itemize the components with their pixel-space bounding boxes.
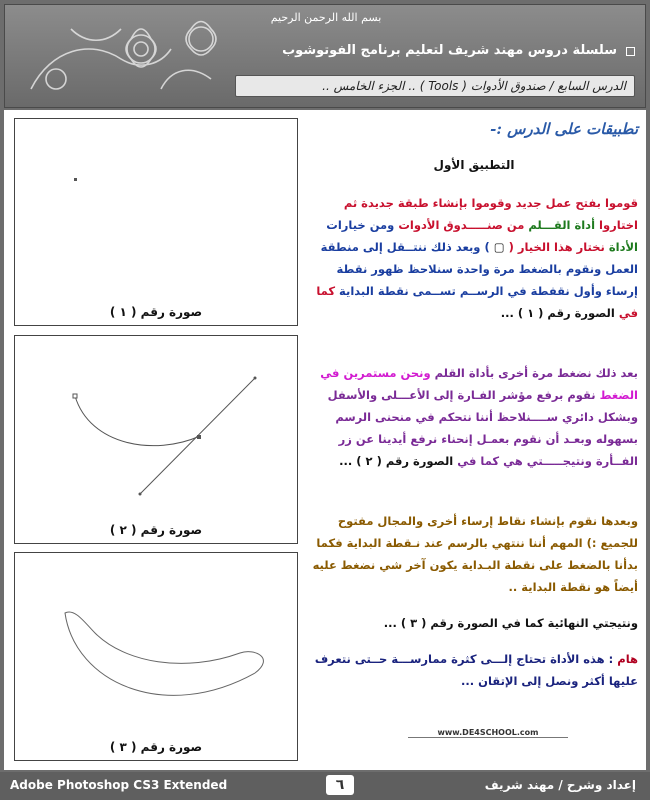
header-banner	[4, 4, 646, 108]
text-run: ونحن مستمرين في الضغط	[320, 366, 638, 402]
text-run: هام	[617, 652, 638, 666]
text-run: قوموا بفتح عمل جديد وقوموا بإنشاء طبقة جديدة ثم اختاروا	[343, 196, 638, 232]
figure-caption: صورة رقم ( ٣ )	[109, 740, 203, 754]
lesson-title: الدرس السابع / صندوق الأدوات ( Tools ) .. الجزء الخامس ..	[322, 79, 626, 93]
text-run: ) وبعد ذلك ننتــقل إلى منطقة العمل ونقوم بالضغط مرة واحدة سنلاحظ ظهور نقطة إرساء وأول نقفطة في الرســم تســمى نقطة البداية	[320, 240, 638, 298]
figure-caption: صورة رقم ( ١ )	[109, 305, 203, 319]
text-column	[310, 120, 638, 692]
lesson-title-bar	[235, 75, 635, 97]
text-run: كما في	[316, 284, 638, 320]
curve-drawing	[15, 336, 299, 545]
text-run: نقوم برفع مؤشر الفـارة إلى الأعـــلى والأسفل وبشكل دائري ســــنلاحظ أننا نتحكم في منحنى الرسم بسهوله وبعـد أن نقوم بعمـل إنحناء نرفع أيدينا عن زر الفــأرة ونتيجـــــتي هي كما في	[327, 388, 638, 468]
text-run: ونتيجتي النهائية كما في الصورة رقم ( ٣ ) ...	[383, 616, 638, 630]
text-run: ومن خيارات	[326, 218, 399, 232]
paragraph-1	[310, 192, 638, 324]
text-run: نختار هذا الخيار (	[504, 240, 609, 254]
main-content	[4, 110, 646, 770]
basmala-text: بسم الله الرحمن الرحيم	[270, 11, 382, 24]
section-heading: تطبيقات على الدرس :-	[490, 120, 638, 138]
footer-author: إعداد وشرح / مهند شريف	[484, 778, 636, 792]
bullet-icon	[626, 47, 635, 56]
text-run: الأداة	[608, 240, 638, 254]
text-run: الصورة رقم ( ١ ) ...	[500, 306, 619, 320]
text-run: ▢	[493, 240, 505, 254]
text-run: من	[502, 218, 529, 232]
figure-1	[14, 118, 298, 326]
paragraph-4	[310, 612, 638, 634]
text-run: الصورة رقم ( ٢ ) ...	[339, 454, 454, 468]
figure-3	[14, 552, 298, 761]
paragraph-2	[310, 362, 638, 472]
footer-app-name: Adobe Photoshop CS3 Extended	[10, 778, 228, 792]
paragraph-3	[310, 510, 638, 598]
banana-shape-drawing	[15, 553, 299, 762]
series-title: سلسلة دروس مهند شريف لتعليم برنامج الفوتوشوب	[282, 43, 617, 58]
text-run: بعد ذلك نضغط مرة أخرى بأداة القلم	[430, 366, 638, 380]
text-run: أداة القـــلم	[528, 218, 596, 232]
application-heading: التطبيق الأول	[433, 158, 515, 172]
site-link[interactable]: www.DE4SCHOOL.com	[408, 728, 568, 738]
footer	[0, 772, 650, 800]
paragraph-5	[310, 648, 638, 692]
anchor-point-drawing	[15, 119, 299, 327]
figure-2	[14, 335, 298, 544]
text-run: وبعدها نقوم بإنشاء نقاط إرساء أخرى والمجال مفتوح للجميع :) المهم أننا ننتهي بالرسم عند نـقطة البداية فكما بدأنا بالضغط على نقطة البـداية يكون آخر شي نضغط عليه أيضاً هو نقطة البداية ..	[312, 514, 638, 594]
text-run: : هذه الأداة تحتاج إلـــى كثرة ممارســـة حــتى نتعرف عليها أكثر ونصل إلى الإتقان ...	[314, 652, 638, 688]
page-number: ٦	[326, 775, 354, 795]
figure-caption: صورة رقم ( ٢ )	[109, 523, 203, 537]
text-run: صنـــــدوق الأدوات	[398, 218, 503, 232]
